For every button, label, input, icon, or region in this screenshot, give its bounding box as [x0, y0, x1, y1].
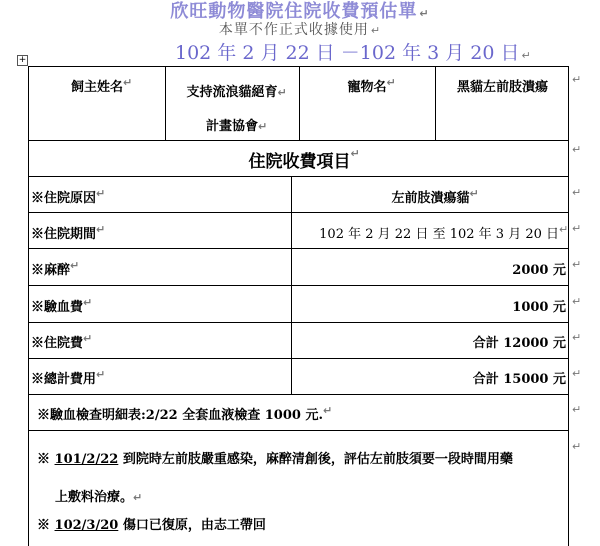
row-label-hospital-fee: ※住院費 ↵ — [31, 332, 93, 351]
pet-value: 黑貓左前肢潰瘍 — [456, 80, 548, 95]
treatment-note: ※ 101/2/22 到院時左前肢嚴重感染，麻醉清創後，評估左前肢須要一段時間用藥 上敷料治療。 ↵ — [37, 452, 513, 505]
row-label-period: ※住院期間 ↵ — [31, 223, 106, 242]
row-label-blood-test: ※驗血費 ↵ — [31, 296, 93, 315]
row-label-reason: ※住院原因 ↵ — [31, 187, 106, 206]
document-subtitle: 本單不作正式收據使用 ↵ — [218, 22, 382, 38]
row-value-total: 合計 15000 元 — [472, 372, 566, 387]
row-value-hospital-fee: 合計 12000 元 — [472, 336, 566, 351]
row-value-anesthesia: 2000 元 — [512, 263, 566, 278]
row-label-anesthesia: ※麻醉 ↵ — [31, 259, 80, 278]
date-range: 102 年 2 月 22 日 －102 年 3 月 20 日 ↵ — [175, 42, 531, 64]
row-value-reason: 左前肢潰瘍貓 ↵ — [391, 187, 479, 206]
row-value-blood-test: 1000 元 — [512, 300, 566, 315]
fee-table — [28, 66, 569, 546]
owner-value: 支持流浪貓絕育 ↵ 計畫協會 ↵ — [186, 85, 287, 134]
blood-test-note: ※驗血檢查明細表:2/22 全套血液檢查 1000 元. ↵ — [37, 404, 333, 423]
row-label-total: ※總計費用 ↵ — [31, 368, 106, 387]
document-title: 欣旺動物醫院住院收費預估單 ↵ — [170, 1, 430, 22]
section-title: 住院收費項目 ↵ — [248, 147, 360, 172]
recovery-note: ※ 102/3/20 傷口已復原，由志工帶回 — [37, 518, 266, 533]
row-value-period: 102 年 2 月 22 日 至 102 年 3 月 20 日 ↵ — [319, 223, 569, 242]
owner-label: 飼主姓名 ↵ — [70, 76, 133, 95]
pet-label: 寵物名 ↵ — [347, 76, 396, 95]
table-move-handle-icon[interactable]: + — [18, 55, 27, 65]
